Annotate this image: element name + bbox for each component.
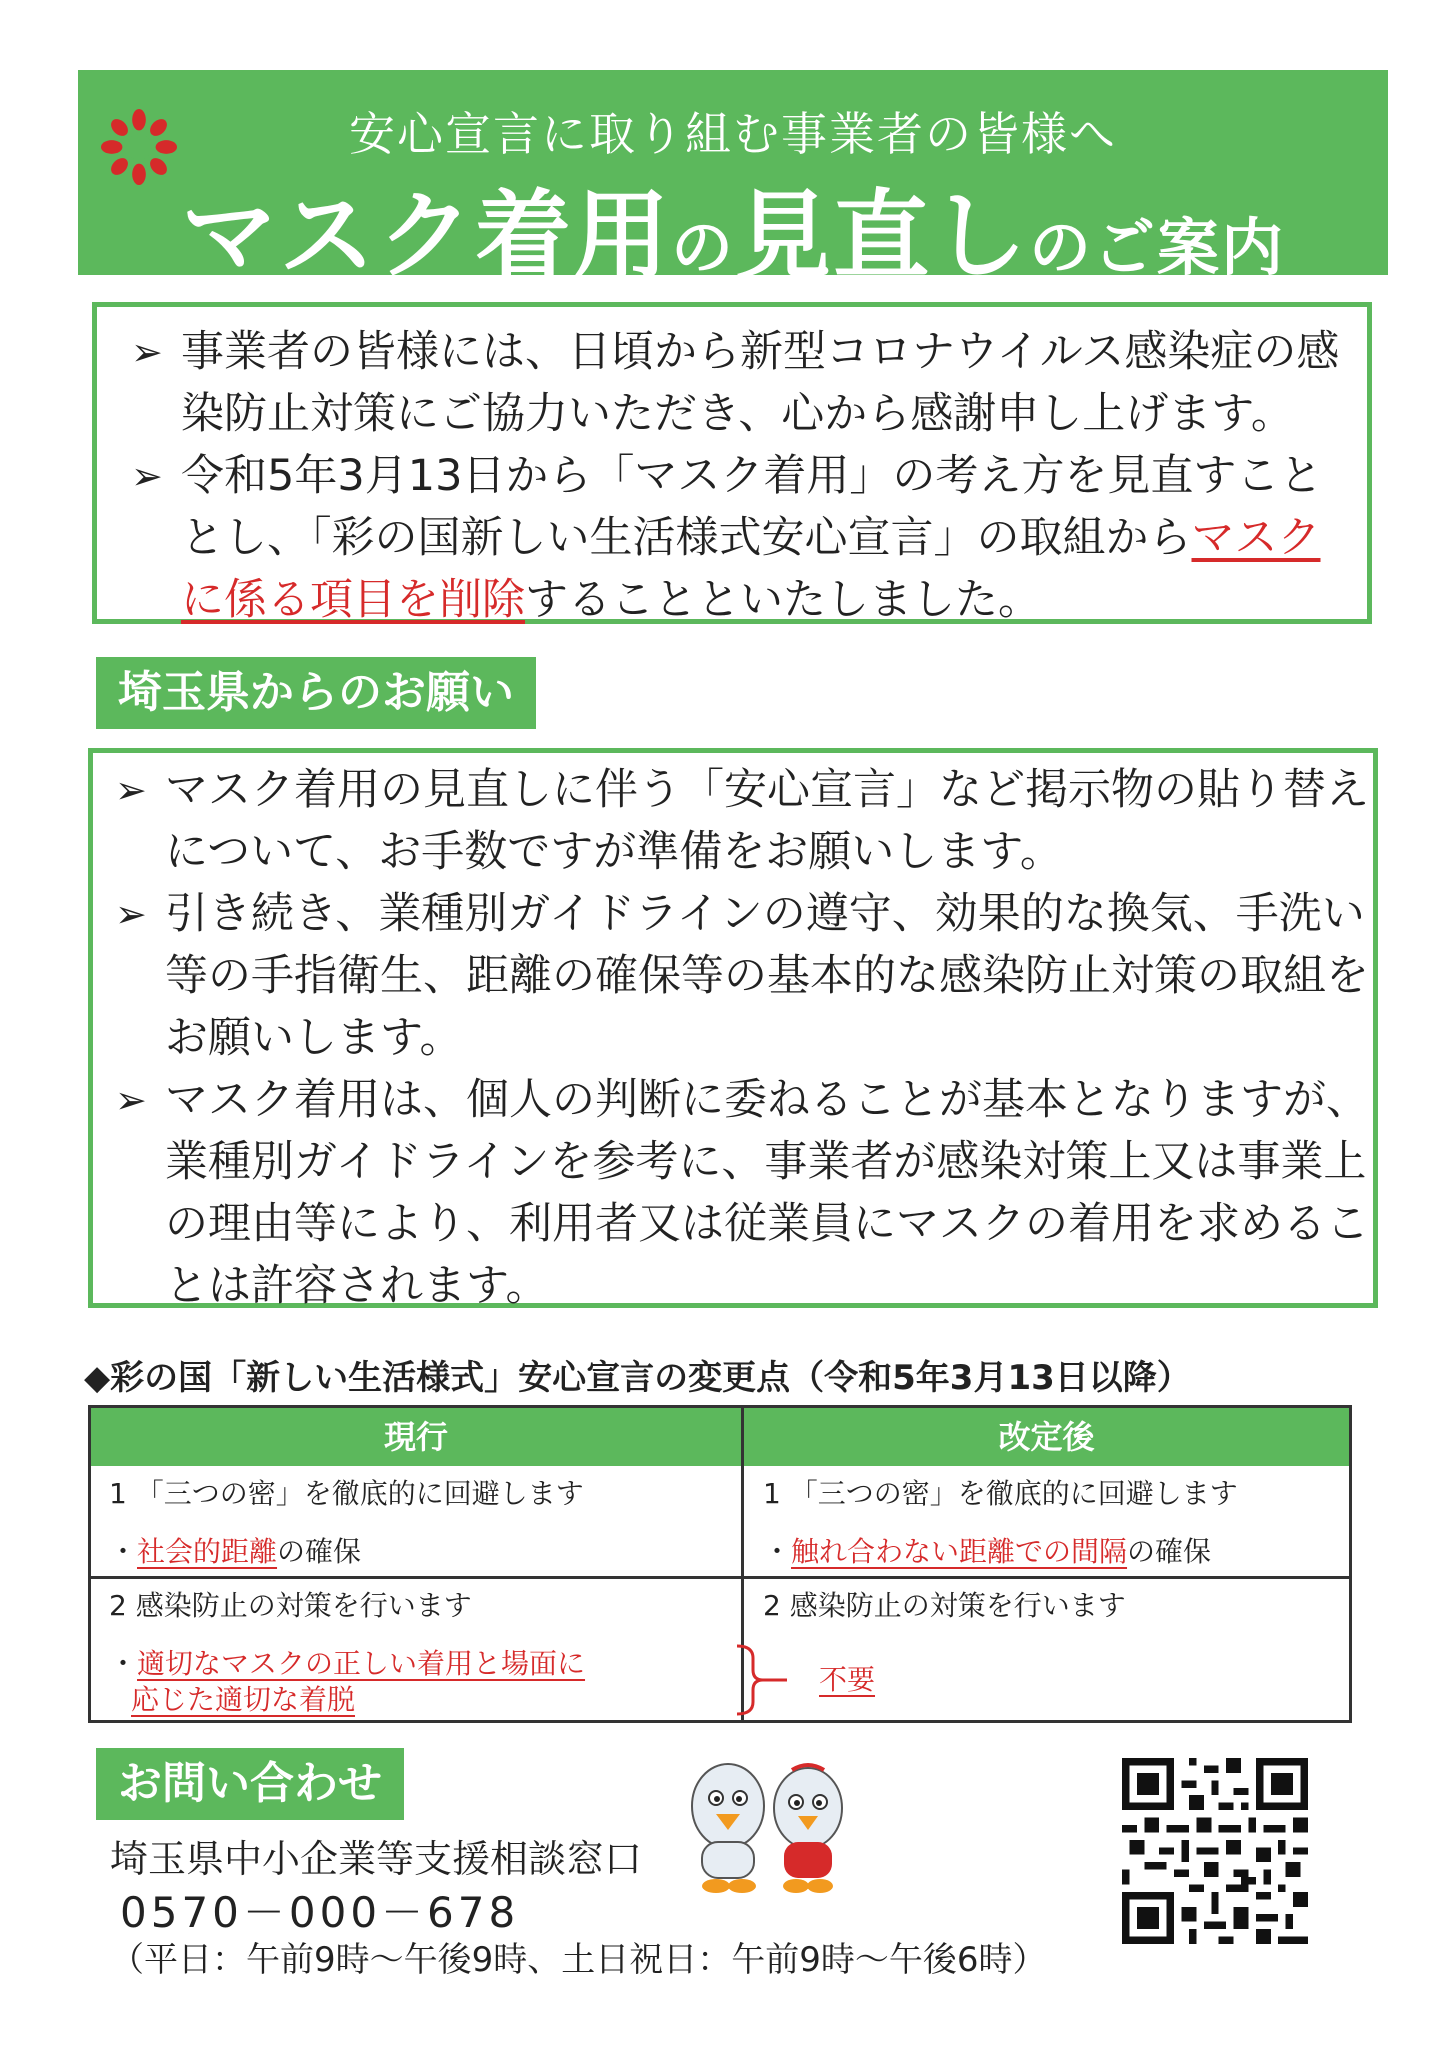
request-item <box>101 883 1371 1069</box>
title-part-3: 見直し <box>735 180 1029 292</box>
row-divider <box>91 1576 1349 1579</box>
request-item-text: マスク着用の見直しに伴う「安心宣言」など掲示物の貼り替えについて、お手数ですが準備をお願いします。 <box>165 765 1369 877</box>
row2-revised-title: 2 感染防止の対策を行います <box>763 1589 1126 1622</box>
header-subtitle: 安心宣言に取り組む事業者の皆様へ <box>349 107 1117 161</box>
bullet-dot: ・ <box>109 1535 138 1568</box>
arrow-right-icon: ➢ <box>115 768 147 812</box>
request-box <box>88 748 1378 1311</box>
title-part-2: の <box>670 211 735 284</box>
arrow-right-icon: ➢ <box>131 454 163 498</box>
row2-current-line1: 適切なマスクの正しい着用と場面に <box>137 1647 586 1680</box>
column-header-revised: 改定後 <box>744 1408 1349 1466</box>
arrow-right-icon: ➢ <box>131 330 163 374</box>
contact-phone: 0570－000－678 <box>120 1888 520 1937</box>
request-item <box>101 759 1371 883</box>
row1-current-detail <box>109 1534 361 1570</box>
intro-item-text: 令和5年3月13日から「マスク着用」の考え方を見直すこととし、「彩の国新しい生活様式安心宣言」の取組から <box>181 451 1323 563</box>
intro-item <box>117 321 1357 445</box>
bullet-dot: ・ <box>763 1535 792 1568</box>
row1-current-title: 1 「三つの密」を徹底的に回避します <box>109 1477 584 1510</box>
header-banner <box>78 70 1388 292</box>
contact-tab: お問い合わせ <box>96 1748 404 1820</box>
contact-name: 埼玉県中小企業等支援相談窓口 <box>110 1837 643 1881</box>
arrow-right-icon: ➢ <box>115 1078 147 1122</box>
row1-revised-title: 1 「三つの密」を徹底的に回避します <box>763 1477 1238 1510</box>
intro-box <box>92 302 1372 624</box>
row2-revised-value: 不要 <box>819 1663 876 1696</box>
changes-table <box>88 1405 1352 1723</box>
intro-item-text-after: することといたしました。 <box>525 575 1041 625</box>
row1-revised-detail <box>763 1534 1211 1570</box>
row2-current-title: 2 感染防止の対策を行います <box>109 1589 472 1622</box>
request-item-text: マスク着用は、個人の判断に委ねることが基本となりますが、業種別ガイドラインを参考に、事業者が感染対策上又は事業上の理由等により、利用者又は従業員にマスクの着用を求めることは許容されます。 <box>165 1075 1369 1311</box>
intro-list <box>117 321 1357 631</box>
row1-current-suffix: の確保 <box>277 1535 362 1568</box>
row1-revised-suffix: の確保 <box>1127 1535 1212 1568</box>
title-part-1: マスク着用 <box>180 180 671 292</box>
bullet-dot: ・ <box>109 1647 138 1680</box>
page-title <box>78 160 1388 297</box>
intro-item-text: 事業者の皆様には、日頃から新型コロナウイルス感染症の感染防止対策にご協力いただき、心から感謝申し上げます。 <box>181 327 1340 439</box>
arrow-right-icon: ➢ <box>115 892 147 936</box>
changes-heading: ◆彩の国「新しい生活様式」安心宣言の変更点（令和5年3月13日以降） <box>84 1358 1191 1398</box>
brace-arrow-icon <box>731 1644 791 1716</box>
title-part-4: のご案内 <box>1029 211 1286 284</box>
request-list <box>101 759 1371 1317</box>
request-item <box>101 1069 1371 1317</box>
request-tab: 埼玉県からのお願い <box>96 657 536 729</box>
intro-highlight: マスクに係る項目を削除 <box>181 513 1321 625</box>
row1-revised-highlight: 触れ合わない距離での間隔 <box>791 1535 1128 1568</box>
contact-hours: （平日：午前9時～午後9時、土日祝日：午前9時～午後6時） <box>110 1940 1047 1980</box>
column-header-current: 現行 <box>91 1408 741 1466</box>
row2-current-detail <box>109 1646 585 1718</box>
request-item-text: 引き続き、業種別ガイドラインの遵守、効果的な換気、手洗い等の手指衛生、距離の確保等の基本的な感染防止対策の取組をお願いします。 <box>165 889 1369 1063</box>
intro-item <box>117 445 1357 631</box>
qr-code-icon <box>1122 1758 1308 1944</box>
mascot-icon <box>680 1758 860 1898</box>
row1-current-highlight: 社会的距離 <box>137 1535 278 1568</box>
row2-current-line2: 応じた適切な着脱 <box>131 1683 356 1716</box>
